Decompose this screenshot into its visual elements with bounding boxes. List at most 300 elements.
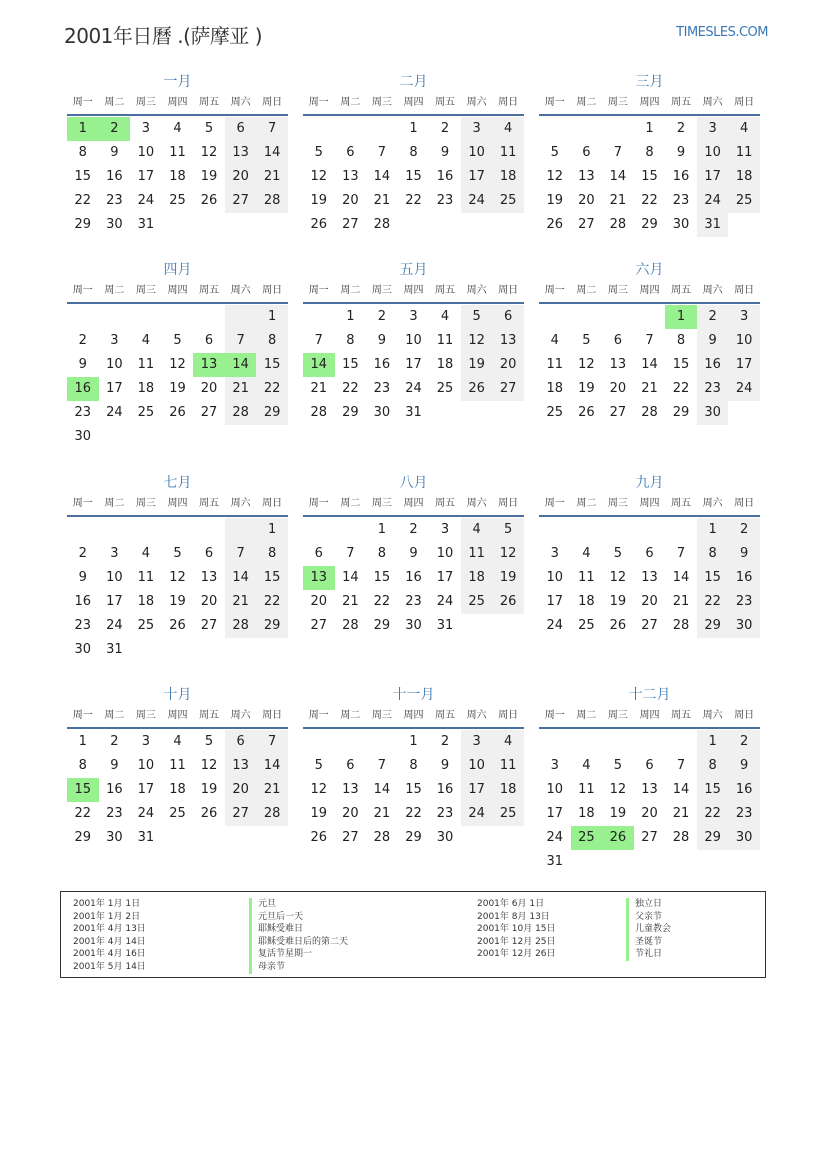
weekday-label: 周二 <box>340 97 361 108</box>
day-cell: 12 <box>492 542 524 566</box>
holiday-date: 2001年 5月 14日 <box>73 961 146 972</box>
day-cell: 30 <box>697 401 729 425</box>
day-cell: 25 <box>169 806 186 821</box>
day-cell: 19 <box>200 169 218 184</box>
day-cell: 28 <box>342 618 359 633</box>
empty-day-cell <box>193 518 225 542</box>
weekday-label: 周六 <box>230 498 251 509</box>
day-grid <box>303 518 524 638</box>
weekday-label: 周日 <box>498 498 519 509</box>
day-cell: 19 <box>461 353 493 377</box>
day-cell: 25 <box>578 618 595 633</box>
weekday-header <box>539 495 760 517</box>
day-cell: 17 <box>546 806 564 821</box>
day-cell: 16 <box>106 782 123 797</box>
day-cell: 23 <box>436 806 454 821</box>
day-cell: 24 <box>728 377 760 401</box>
day-grid <box>303 305 524 425</box>
day-cell: 9 <box>110 758 119 773</box>
day-cell: 18 <box>169 169 186 184</box>
month-block <box>67 72 288 237</box>
day-cell: 18 <box>137 594 155 609</box>
weekday-label: 周四 <box>167 97 188 108</box>
day-cell: 7 <box>676 546 686 561</box>
month-name: 八月 <box>399 475 428 491</box>
empty-day-cell <box>366 730 398 754</box>
day-cell: 26 <box>169 618 186 633</box>
day-cell: 14 <box>641 357 658 372</box>
day-cell: 7 <box>645 333 654 348</box>
holiday-date: 2001年 4月 14日 <box>73 936 146 947</box>
day-cell: 18 <box>578 594 595 609</box>
day-cell: 8 <box>346 333 355 348</box>
weekday-label: 周一 <box>544 285 565 296</box>
weekday-label: 周六 <box>466 498 487 509</box>
day-cell: 1 <box>697 518 729 542</box>
day-grid <box>539 117 760 237</box>
day-cell: 20 <box>310 594 328 609</box>
day-cell: 18 <box>436 357 454 372</box>
day-cell: 9 <box>78 357 87 372</box>
empty-day-cell <box>461 614 493 638</box>
site-logo[interactable]: TIMESLES.COM <box>676 25 768 40</box>
day-cell: 10 <box>546 570 564 585</box>
month-name: 九月 <box>635 475 664 491</box>
weekday-label: 周五 <box>671 97 692 108</box>
day-cell: 8 <box>697 754 729 778</box>
day-cell: 8 <box>256 329 288 353</box>
empty-day-cell <box>130 425 162 449</box>
day-cell: 4 <box>550 333 559 348</box>
weekday-label: 周三 <box>135 285 156 296</box>
empty-day-cell <box>571 850 603 874</box>
day-cell: 19 <box>169 594 186 609</box>
day-cell: 23 <box>106 806 123 821</box>
day-cell: 26 <box>200 806 218 821</box>
day-cell: 31 <box>697 213 729 237</box>
day-cell: 15 <box>697 778 729 802</box>
day-cell: 19 <box>578 381 595 396</box>
day-cell: 8 <box>78 145 87 160</box>
weekday-label: 周三 <box>135 498 156 509</box>
weekday-label: 周五 <box>671 498 692 509</box>
weekday-label: 周二 <box>104 97 125 108</box>
day-cell: 9 <box>697 329 729 353</box>
day-cell: 15 <box>256 566 288 590</box>
weekday-label: 周三 <box>371 498 392 509</box>
weekday-label: 周日 <box>498 710 519 721</box>
month-block <box>67 685 288 850</box>
day-cell: 13 <box>342 782 359 797</box>
empty-day-cell <box>193 213 225 237</box>
holiday-name: 儿童教会 <box>626 923 671 936</box>
weekday-label: 周二 <box>104 710 125 721</box>
day-cell: 9 <box>728 754 760 778</box>
day-cell: 21 <box>310 381 328 396</box>
day-cell: 10 <box>137 758 155 773</box>
day-cell: 22 <box>697 590 729 614</box>
day-cell: 12 <box>609 570 627 585</box>
empty-day-cell <box>99 518 131 542</box>
legend-names-right <box>626 898 671 961</box>
empty-day-cell <box>162 213 194 237</box>
weekday-label: 周四 <box>403 710 424 721</box>
holiday-name: 元旦 <box>249 898 348 911</box>
weekday-label: 周日 <box>262 710 283 721</box>
day-cell: 7 <box>613 145 623 160</box>
empty-day-cell <box>429 213 461 237</box>
day-grid <box>539 305 760 425</box>
day-cell: 23 <box>436 193 454 208</box>
day-cell: 11 <box>169 145 186 160</box>
day-cell: 24 <box>106 618 123 633</box>
day-cell: 8 <box>377 546 387 561</box>
day-cell: 16 <box>74 594 92 609</box>
weekday-label: 周四 <box>639 498 660 509</box>
day-cell: 15 <box>342 357 359 372</box>
month-name: 十月 <box>163 687 192 703</box>
holiday-day-cell: 15 <box>67 778 99 802</box>
month-name: 十二月 <box>628 687 671 703</box>
day-cell: 25 <box>546 405 564 420</box>
day-cell: 17 <box>137 782 155 797</box>
day-cell: 7 <box>377 758 387 773</box>
weekday-header <box>303 707 524 729</box>
empty-day-cell <box>539 117 571 141</box>
day-cell: 11 <box>578 782 595 797</box>
weekday-label: 周四 <box>167 498 188 509</box>
holiday-date: 2001年 12月 26日 <box>477 949 556 960</box>
day-cell: 4 <box>440 309 450 324</box>
empty-day-cell <box>256 826 288 850</box>
day-cell: 23 <box>728 590 760 614</box>
day-cell: 24 <box>106 405 123 420</box>
day-cell: 30 <box>405 618 422 633</box>
empty-day-cell <box>634 305 666 329</box>
month-name: 十一月 <box>392 687 435 703</box>
day-cell: 12 <box>310 169 328 184</box>
day-cell: 17 <box>436 570 454 585</box>
month-block <box>539 473 760 638</box>
day-cell: 6 <box>613 333 623 348</box>
day-cell: 7 <box>346 546 355 561</box>
day-cell: 3 <box>409 309 418 324</box>
empty-day-cell <box>130 518 162 542</box>
weekday-header <box>539 282 760 304</box>
weekday-header <box>67 707 288 729</box>
empty-day-cell <box>130 638 162 662</box>
day-cell: 17 <box>546 594 564 609</box>
day-cell: 19 <box>492 566 524 590</box>
day-cell: 27 <box>342 217 359 232</box>
day-cell: 25 <box>492 189 524 213</box>
weekday-label: 周四 <box>403 285 424 296</box>
day-cell: 20 <box>578 193 595 208</box>
holiday-date: 2001年 1月 1日 <box>73 899 141 909</box>
day-cell: 4 <box>141 546 151 561</box>
day-cell: 2 <box>78 333 87 348</box>
day-cell: 25 <box>461 590 493 614</box>
day-cell: 16 <box>106 169 123 184</box>
day-cell: 24 <box>137 806 155 821</box>
day-cell: 28 <box>373 830 391 845</box>
day-cell: 18 <box>728 165 760 189</box>
day-cell: 12 <box>578 357 595 372</box>
day-cell: 4 <box>173 121 182 136</box>
day-grid <box>67 117 288 237</box>
month-block <box>303 685 524 850</box>
day-cell: 7 <box>225 329 257 353</box>
day-cell: 2 <box>676 121 686 136</box>
day-cell: 15 <box>405 169 422 184</box>
weekday-label: 周四 <box>403 498 424 509</box>
empty-day-cell <box>602 518 634 542</box>
weekday-label: 周三 <box>371 97 392 108</box>
weekday-header <box>67 282 288 304</box>
day-cell: 27 <box>641 618 658 633</box>
day-cell: 23 <box>728 802 760 826</box>
weekday-label: 周六 <box>466 285 487 296</box>
empty-day-cell <box>461 826 493 850</box>
day-cell: 7 <box>256 730 288 754</box>
day-cell: 6 <box>314 546 323 561</box>
day-cell: 1 <box>377 522 387 537</box>
day-cell: 23 <box>74 405 92 420</box>
day-cell: 12 <box>609 782 627 797</box>
day-cell: 30 <box>672 217 690 232</box>
weekday-label: 周一 <box>308 498 329 509</box>
day-cell: 27 <box>609 405 627 420</box>
empty-day-cell <box>335 730 367 754</box>
day-cell: 27 <box>310 618 328 633</box>
day-cell: 7 <box>225 542 257 566</box>
weekday-label: 周日 <box>734 285 755 296</box>
day-cell: 11 <box>461 542 493 566</box>
day-cell: 22 <box>74 806 92 821</box>
weekday-label: 周六 <box>702 498 723 509</box>
day-cell: 11 <box>728 141 760 165</box>
empty-day-cell <box>492 401 524 425</box>
day-cell: 5 <box>314 758 323 773</box>
day-cell: 21 <box>256 778 288 802</box>
day-cell: 9 <box>676 145 686 160</box>
legend-dates-left <box>73 898 146 974</box>
weekday-label: 周二 <box>340 498 361 509</box>
day-cell: 13 <box>200 570 218 585</box>
day-cell: 1 <box>409 121 418 136</box>
weekday-label: 周二 <box>576 285 597 296</box>
empty-day-cell <box>162 518 194 542</box>
day-cell: 29 <box>373 618 391 633</box>
empty-day-cell <box>225 518 257 542</box>
day-cell: 17 <box>405 357 422 372</box>
day-cell: 5 <box>204 121 214 136</box>
day-cell: 23 <box>672 193 690 208</box>
empty-day-cell <box>162 305 194 329</box>
day-cell: 14 <box>672 782 690 797</box>
holiday-date: 2001年 12月 25日 <box>477 936 556 947</box>
day-cell: 16 <box>373 357 391 372</box>
empty-day-cell <box>193 638 225 662</box>
day-cell: 2 <box>728 518 760 542</box>
day-cell: 26 <box>310 830 328 845</box>
day-cell: 5 <box>492 518 524 542</box>
day-cell: 24 <box>405 381 422 396</box>
weekday-label: 周五 <box>435 498 456 509</box>
day-cell: 26 <box>310 217 328 232</box>
day-cell: 21 <box>342 594 359 609</box>
legend-names-left <box>249 898 348 974</box>
day-cell: 10 <box>137 145 155 160</box>
day-cell: 28 <box>672 830 690 845</box>
day-cell: 21 <box>373 193 391 208</box>
day-cell: 11 <box>492 754 524 778</box>
empty-day-cell <box>303 305 335 329</box>
weekday-header <box>303 495 524 517</box>
day-cell: 21 <box>641 381 658 396</box>
empty-day-cell <box>602 305 634 329</box>
empty-day-cell <box>303 730 335 754</box>
holiday-day-cell: 14 <box>303 353 335 377</box>
day-cell: 15 <box>256 353 288 377</box>
holiday-date: 2001年 1月 2日 <box>73 911 141 922</box>
day-cell: 4 <box>582 758 591 773</box>
day-cell: 17 <box>461 165 493 189</box>
empty-day-cell <box>130 305 162 329</box>
day-cell: 2 <box>377 309 387 324</box>
empty-day-cell <box>665 730 697 754</box>
day-cell: 11 <box>436 333 454 348</box>
empty-day-cell <box>225 305 257 329</box>
weekday-label: 周四 <box>639 285 660 296</box>
day-cell: 31 <box>405 405 422 420</box>
holiday-date: 2001年 10月 15日 <box>477 924 556 935</box>
weekday-label: 周日 <box>734 498 755 509</box>
weekday-label: 周一 <box>544 710 565 721</box>
weekday-header <box>539 707 760 729</box>
day-cell: 6 <box>645 758 654 773</box>
empty-day-cell <box>728 401 760 425</box>
day-cell: 27 <box>492 377 524 401</box>
month-block <box>539 685 760 874</box>
weekday-label: 周三 <box>607 97 628 108</box>
day-cell: 5 <box>613 758 623 773</box>
day-cell: 3 <box>697 117 729 141</box>
day-cell: 16 <box>436 169 454 184</box>
day-cell: 1 <box>409 734 418 749</box>
day-cell: 19 <box>310 193 328 208</box>
day-cell: 18 <box>546 381 564 396</box>
empty-day-cell <box>602 850 634 874</box>
day-grid <box>67 730 288 850</box>
month-block <box>539 72 760 237</box>
day-cell: 16 <box>728 566 760 590</box>
empty-day-cell <box>256 638 288 662</box>
day-cell: 14 <box>342 570 359 585</box>
day-cell: 21 <box>672 806 690 821</box>
day-cell: 3 <box>110 333 119 348</box>
day-cell: 17 <box>106 381 123 396</box>
day-cell: 29 <box>256 401 288 425</box>
day-cell: 30 <box>106 217 123 232</box>
day-cell: 12 <box>546 169 564 184</box>
empty-day-cell <box>602 730 634 754</box>
day-cell: 2 <box>78 546 87 561</box>
day-cell: 21 <box>672 594 690 609</box>
day-cell: 7 <box>377 145 387 160</box>
holiday-day-cell: 2 <box>99 117 131 141</box>
day-cell: 6 <box>346 758 355 773</box>
day-cell: 29 <box>405 830 422 845</box>
empty-day-cell <box>256 425 288 449</box>
empty-day-cell <box>634 518 666 542</box>
empty-day-cell <box>539 305 571 329</box>
day-cell: 7 <box>314 333 323 348</box>
weekday-label: 周六 <box>466 710 487 721</box>
day-cell: 23 <box>697 377 729 401</box>
day-cell: 25 <box>728 189 760 213</box>
holiday-name: 父亲节 <box>626 911 671 924</box>
holiday-day-cell: 1 <box>665 305 697 329</box>
day-cell: 13 <box>225 141 257 165</box>
empty-day-cell <box>99 425 131 449</box>
holiday-name: 母亲节 <box>249 961 348 974</box>
day-cell: 28 <box>225 401 257 425</box>
day-cell: 26 <box>578 405 595 420</box>
empty-day-cell <box>461 401 493 425</box>
day-cell: 13 <box>225 754 257 778</box>
empty-day-cell <box>162 425 194 449</box>
day-cell: 5 <box>461 305 493 329</box>
day-grid <box>539 730 760 874</box>
day-cell: 10 <box>461 141 493 165</box>
holiday-day-cell: 25 <box>571 826 603 850</box>
empty-day-cell <box>429 401 461 425</box>
day-cell: 27 <box>225 189 257 213</box>
day-cell: 5 <box>613 546 623 561</box>
weekday-label: 周日 <box>262 498 283 509</box>
holiday-day-cell: 26 <box>602 826 634 850</box>
empty-day-cell <box>225 425 257 449</box>
empty-day-cell <box>571 730 603 754</box>
weekday-label: 周三 <box>607 498 628 509</box>
day-cell: 20 <box>200 381 218 396</box>
empty-day-cell <box>492 213 524 237</box>
day-cell: 6 <box>204 546 214 561</box>
day-cell: 3 <box>461 117 493 141</box>
day-cell: 21 <box>609 193 627 208</box>
empty-day-cell <box>256 213 288 237</box>
empty-day-cell <box>697 850 729 874</box>
day-cell: 20 <box>641 594 658 609</box>
holiday-name: 复活节星期一 <box>249 948 348 961</box>
day-cell: 28 <box>609 217 627 232</box>
empty-day-cell <box>571 117 603 141</box>
day-cell: 3 <box>141 121 151 136</box>
day-cell: 6 <box>346 145 355 160</box>
weekday-header <box>67 495 288 517</box>
day-cell: 27 <box>641 830 658 845</box>
day-cell: 4 <box>582 546 591 561</box>
day-cell: 29 <box>256 614 288 638</box>
legend-dates-right <box>477 898 556 961</box>
empty-day-cell <box>461 213 493 237</box>
holiday-name: 耶稣受难日 <box>249 923 348 936</box>
weekday-label: 周一 <box>308 710 329 721</box>
day-cell: 22 <box>342 381 359 396</box>
day-cell: 22 <box>641 193 658 208</box>
empty-day-cell <box>571 305 603 329</box>
